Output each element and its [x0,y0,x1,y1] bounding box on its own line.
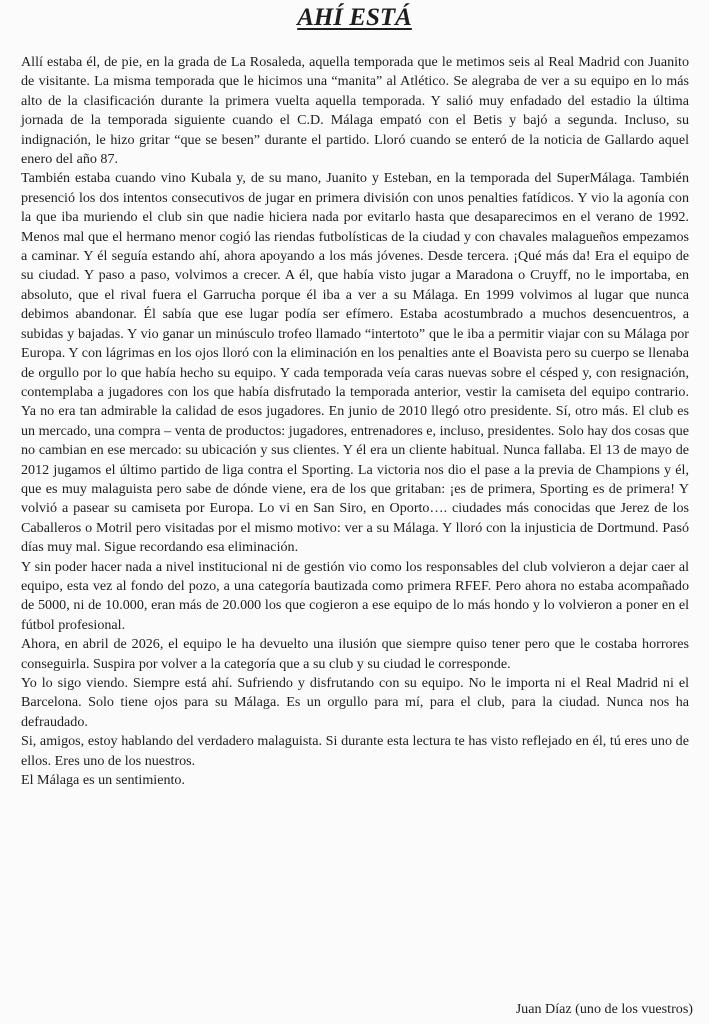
paragraph-4: Ahora, en abril de 2026, el equipo le ha devuelto una ilusión que siempre quiso tener pero que le costaba horrores conseguirla. Suspira por volver a la categoría que a su club y su ciudad le corresponde. [21,636,689,672]
paragraph-2: También estaba cuando vino Kubala y, de su mano, Juanito y Esteban, en la temporada del SuperMálaga. También presenció los dos intentos consecutivos de jugar en primera división con unos penalties fatídicos. Y vio la agonía con la que iba muriendo el club sin que nadie hiciera nada por evitarlo hasta que desaparecimos en el verano de 1992. Menos mal que el hermano menor cogió las riendas futbolísticas de la ciudad y con chavales malagueños empezamos a caminar. Y él seguía estando ahí, ahora apoyando a los más jóvenes. Desde tercera. ¡Qué más da! Era el equipo de su ciudad. Y paso a paso, volvimos a crecer. A él, que había visto jugar a Maradona o Cruyff, no le importaba, en absoluto, que el rival fuera el Garrucha porque él iba a ver a su Málaga. En 1999 volvimos al lugar que nunca debimos abandonar. Él sabía que ese lugar podía ser efímero. Estaba acostumbrado a muchos desencuentros, a subidas y bajadas. Y vio ganar un minúsculo trofeo llamado “intertoto” que le iba a permitir viajar con su Málaga por Europa. Y con lágrimas en los ojos lloró con la eliminación en los penalties ante el Boavista pero su cuerpo se llenaba de orgullo por lo que había hecho su equipo. Y cada temporada veía caras nuevas sobre el césped y, con resignación, contemplaba a jugadores con los que había disfrutado la temporada anterior, vestir la camiseta del equipo contrario. Ya no era tan admirable la calidad de esos jugadores. En junio de 2010 llegó otro presidente. Sí, otro más. El club es un mercado, una compra – venta de productos: jugadores, entrenadores e, incluso, presidentes. Solo hay dos cosas que no cambian en ese mercado: su ubicación y sus clientes. Y él era un cliente habitual. Nunca fallaba. El 13 de mayo de 2012 jugamos el último partido de liga contra el Sporting. La victoria nos dio el pase a la previa de Champions y él, que es muy malaguista pero sabe de dónde viene, era de los que gritaban: ¡es de primera, Sporting es de primera! Y volvió a pasear su camiseta por Europa. Lo vi en San Siro, en Oporto…. ciudades más conocidas que Jerez de los Caballeros o Motril pero visitadas por el mismo motivo: ver a su Málaga. Y lloró con la injusticia de Dortmund. Pasó días muy mal. Sigue recordando esa eliminación. [21,170,689,556]
article-body [21,53,689,790]
author-signature: Juan Díaz (uno de los vuestros) [515,1001,693,1017]
paragraph-3: Y sin poder hacer nada a nivel institucional ni de gestión vio como los responsables del club volvieron a dejar caer al equipo, esta vez al fondo del pozo, a una categoría bautizada como primera RFEF. Pero ahora no estaba acompañado de 5000, ni de 10.000, eran más de 20.000 los que cogieron a ese equipo de lo más hondo y lo volvieron a poner en el fútbol profesional. [21,558,689,633]
article-title [0,3,709,33]
paragraph-5: Yo lo sigo viendo. Siempre está ahí. Sufriendo y disfrutando con su equipo. No le importa ni el Real Madrid ni el Barcelona. Solo tiene ojos para su Málaga. Es un orgullo para mí, para el club, para la ciudad. Nunca nos ha defraudado. [21,675,689,730]
article-title-text: AHÍ ESTÁ [297,4,412,31]
paragraph-6: Si, amigos, estoy hablando del verdadero malaguista. Si durante esta lectura te has visto reflejado en él, tú eres uno de ellos. Eres uno de los nuestros. [21,733,689,769]
paragraph-7: El Málaga es un sentimiento. [21,772,185,789]
paragraph-1: Allí estaba él, de pie, en la grada de La Rosaleda, aquella temporada que le metimos seis al Real Madrid con Juanito de visitante. La misma temporada que le hicimos una “manita” al Atlético. Se alegraba de ver a su equipo en lo más alto de la clasificación durante la primera vuelta aquella temporada. Y salió muy enfadado del estadio la última jornada de la temporada siguiente cuando el C.D. Málaga empató con el Betis y bajó a segunda. Incluso, su indignación, le hizo gritar “que se besen” durante el partido. Lloró cuando se enteró de la noticia de Gallardo aquel enero del año 87. [21,54,689,168]
